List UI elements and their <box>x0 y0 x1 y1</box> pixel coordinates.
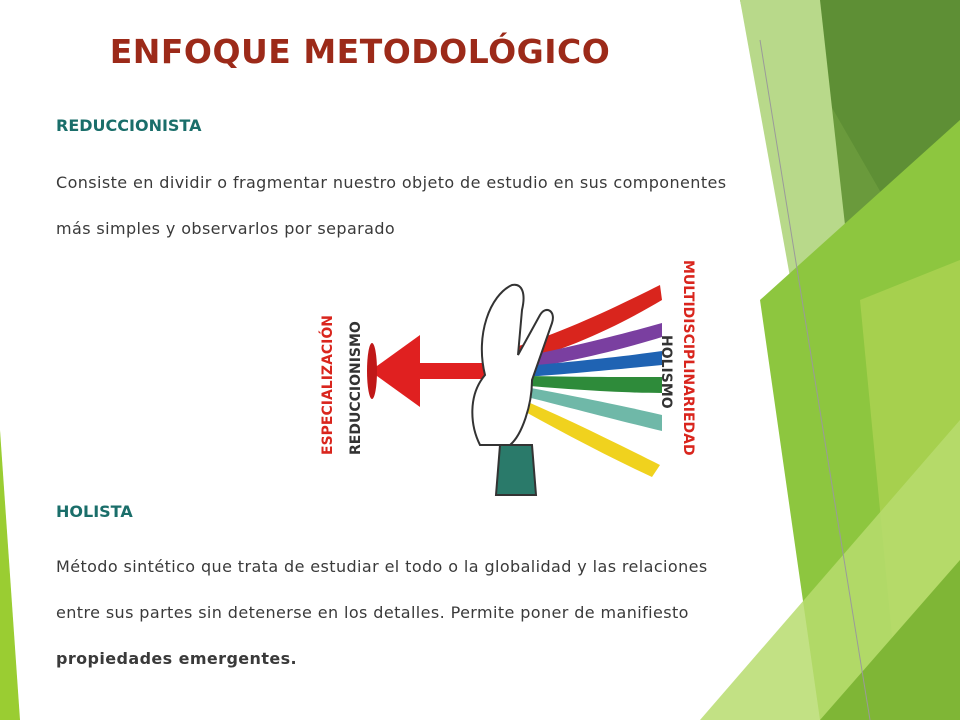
page-title: ENFOQUE METODOLÓGICO <box>109 32 611 71</box>
label-multidisciplinariedad: MULTIDISCIPLINARIEDAD <box>680 260 696 456</box>
label-reduccionismo: REDUCCIONISMO <box>348 321 364 455</box>
holista-text-plain: Método sintético que trata de estudiar el todo o la globalidad y las relaciones entre sus partes sin detenerse en los detalles. Permite poner de manifiesto <box>56 557 708 622</box>
section-text-holista <box>56 544 756 682</box>
label-holismo: HOLISMO <box>658 335 674 409</box>
section-text-reduccionista: Consiste en dividir o fragmentar nuestro objeto de estudio en sus componentes más simples y observarlos por separado <box>56 173 727 238</box>
reductionism-holism-illustration <box>300 255 720 520</box>
label-especializacion: ESPECIALIZACIÓN <box>320 314 336 455</box>
section-heading-reduccionista: REDUCCIONISTA <box>56 116 202 135</box>
section-heading-holista: HOLISTA <box>56 502 133 521</box>
holista-text-bold: propiedades emergentes. <box>56 649 298 668</box>
